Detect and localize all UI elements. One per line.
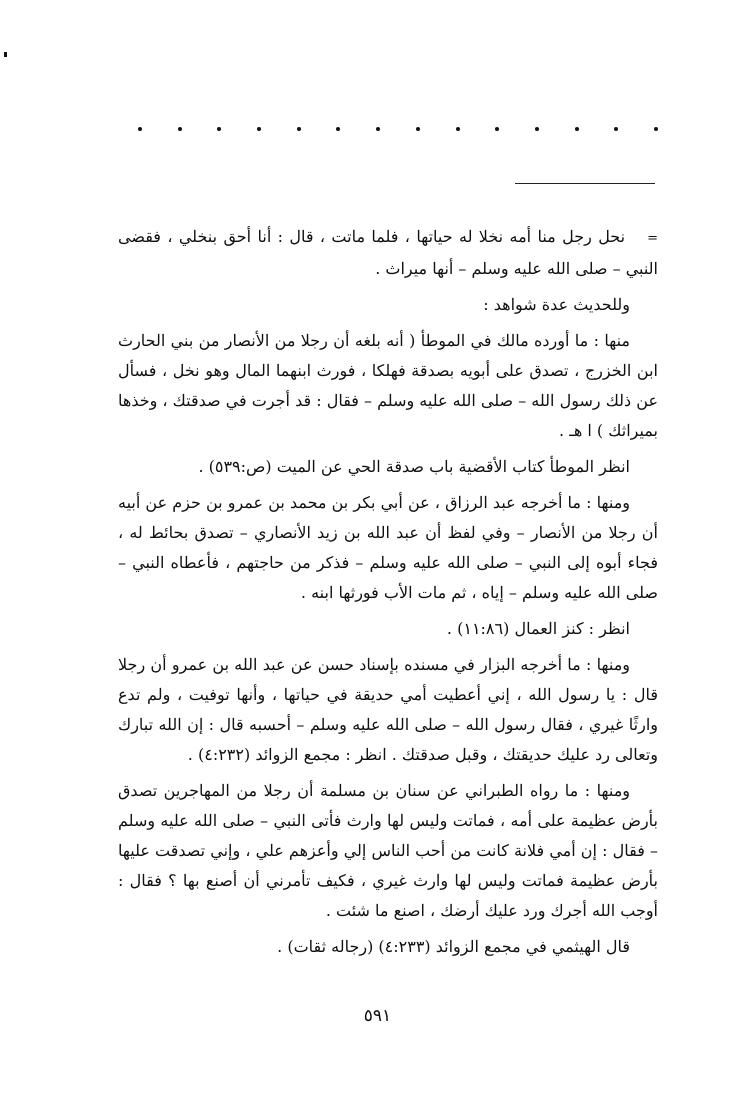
separator-dot [416, 127, 420, 131]
continuation-equals-mark: = [647, 231, 658, 246]
margin-mark [4, 52, 7, 57]
separator-dot [654, 127, 658, 131]
separator-dot [535, 127, 539, 131]
separator-dot [138, 127, 142, 131]
footnote-rule [515, 183, 655, 184]
separator-dot [257, 127, 261, 131]
paragraph-text: نحل رجل منا أمه نخلا له حياتها ، فلما ماتت ، قال : أنا أحق بنخلي ، فقضى النبي – صلى الله عليه وسلم – أنها ميراث . [118, 227, 658, 278]
section-separator-dots [138, 127, 658, 131]
paragraph: انظر : كنز العمال (١١:٨٦) . [446, 619, 630, 638]
paragraph: ومنها : ما أخرجه البزار في مسنده بإسناد حسن عن عبد الله بن عمرو أن رجلا قال : يا رسول الله ، إني أعطيت أمي حديقة في حياتها ، وأنها توفيت ، ولم تدع وارثًا غيري ، فقال رسول الله – صلى الله عليه وسلم – أحسبه قال : إن الله تبارك وتعالى رد عليك حديقتك ، وقبل صدقتك . انظر : مجمع الزوائد (٤:٢٣٢) . [118, 655, 658, 764]
paragraph: وللحديث عدة شواهد : [483, 295, 630, 314]
separator-dot [178, 127, 182, 131]
separator-dot [456, 127, 460, 131]
separator-dot [297, 127, 301, 131]
separator-dot [575, 127, 579, 131]
paragraph: ومنها : ما أخرجه عبد الرزاق ، عن أبي بكر بن محمد بن عمرو بن حزم عن أبيه أن رجلا من الأنصار – وفي لفظ أن عبد الله بن زيد الأنصاري – تصدق بحائط له ، فجاء أبوه إلى النبي – صلى الله عليه وسلم – فذكر من حاجتهم ، فأعطاه النبي – صلى الله عليه وسلم – إياه ، ثم مات الأب فورثها ابنه . [118, 493, 658, 602]
separator-dot [614, 127, 618, 131]
separator-dot [217, 127, 221, 131]
separator-dot [495, 127, 499, 131]
paragraph: قال الهيثمي في مجمع الزوائد (٤:٢٣٣) (رجاله ثقات) . [277, 937, 630, 956]
separator-dot [336, 127, 340, 131]
paragraph: منها : ما أورده مالك في الموطأ ( أنه بلغه أن رجلا من الأنصار من بني الحارث ابن الخزرج ، تصدق على أبويه بصدقة فهلكا ، فورث ابنهما المال وهو نخل ، فسأل عن ذلك رسول الله – صلى الله عليه وسلم – فقال : قد أجرت في صدقتك ، وخذها بميراثك ) ا هـ . [118, 331, 658, 440]
footnote-text [118, 222, 658, 968]
paragraph: ومنها : ما رواه الطبراني عن سنان بن مسلمة أن رجلا من المهاجرين تصدق بأرض عظيمة على أمه ، فماتت وليس لها وارث فأتى النبي – صلى الله عليه وسلم – فقال : إن أمي فلانة كانت من أحب الناس إلي وأعزهم علي ، وإني تصدقت عليها بأرض عظيمة فماتت وليس لها وارث غيري ، فكيف تأمرني أن أصنع بها ؟ فقال : أوجب الله أجرك ورد عليك أرضك ، اصنع ما شئت . [118, 781, 658, 920]
paragraph: انظر الموطأ كتاب الأقضية باب صدقة الحي عن الميت (ص:٥٣٩) . [198, 457, 630, 476]
separator-dot [376, 127, 380, 131]
paragraph-continuation [118, 222, 658, 284]
page-number: ٥٩١ [363, 1006, 392, 1026]
